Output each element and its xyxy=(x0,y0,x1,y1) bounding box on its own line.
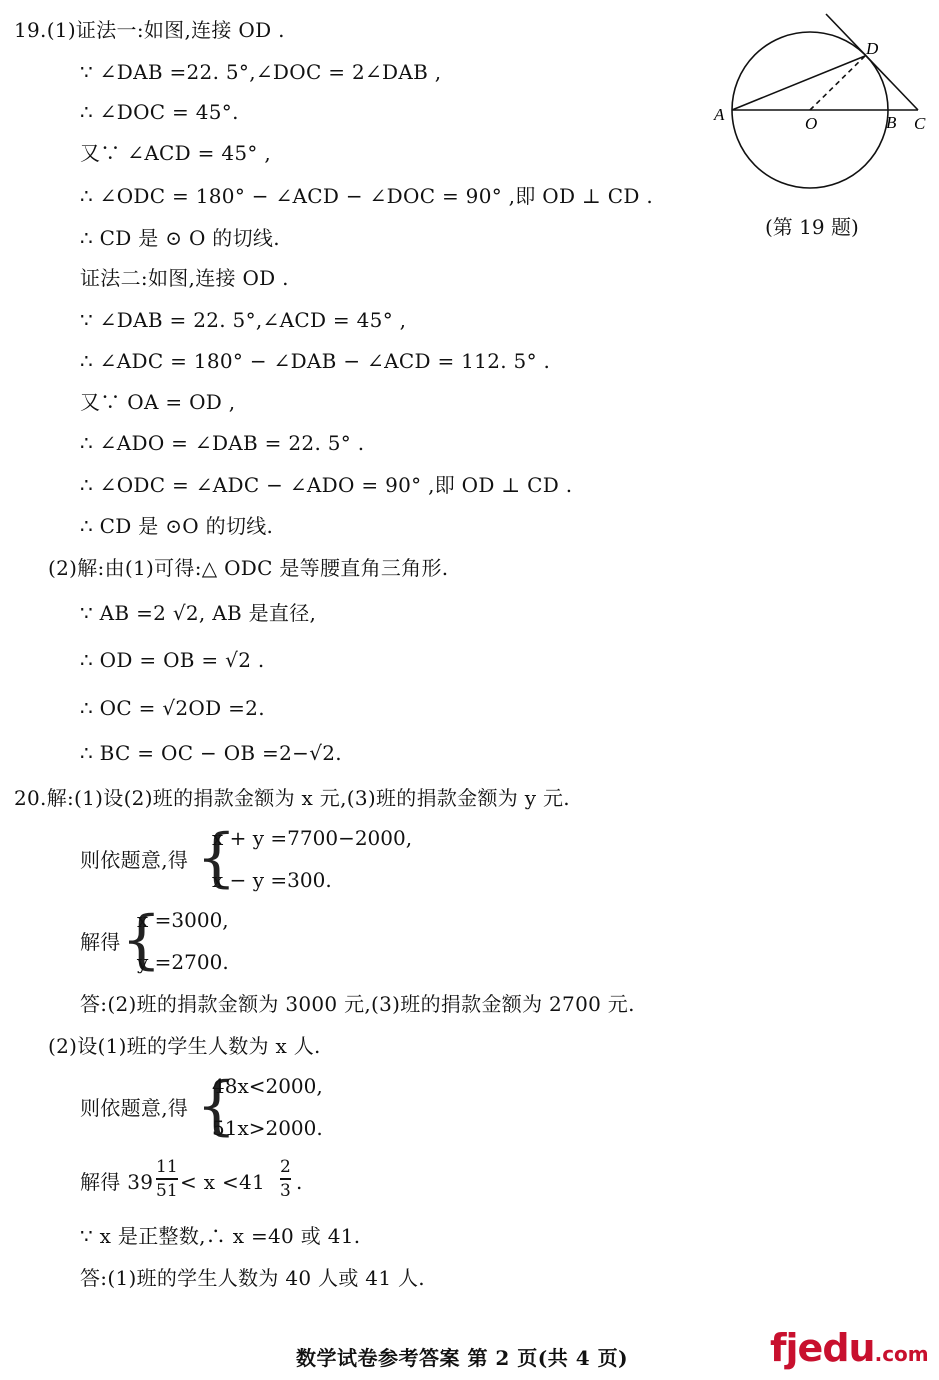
q20-range-end: . xyxy=(296,1170,303,1194)
fraction-numerator: 2 xyxy=(280,1157,291,1177)
q20-sys3-prefix: 则依题意,得 xyxy=(80,1096,189,1120)
tangent-cd xyxy=(826,14,918,110)
q20-line-1: 20.解:(1)设(2)班的捐款金额为 x 元,(3)班的捐款金额为 y 元. xyxy=(14,786,570,810)
brace-2: { xyxy=(121,903,162,977)
q19-line-1: 19.(1)证法一:如图,连接 OD . xyxy=(14,18,285,42)
q20-sys2-eq2: y =2700. xyxy=(137,950,229,974)
q19-line-8: ∵ ∠DAB = 22. 5°,∠ACD = 45° , xyxy=(80,308,407,332)
q20-sys1-prefix: 则依题意,得 xyxy=(80,848,189,872)
q19-line-6: ∴ CD 是 ⊙ O 的切线. xyxy=(80,226,280,250)
q19-line-5: ∴ ∠ODC = 180° − ∠ACD − ∠DOC = 90° ,即 OD ⊥ CD . xyxy=(80,184,653,208)
q19-line-18: ∴ BC = OC − OB =2−√2. xyxy=(80,741,342,765)
q20-sys3-eq1: 48x<2000, xyxy=(212,1074,323,1098)
q20-sys2-eq1: x =3000, xyxy=(137,908,229,932)
q19-line-16: ∴ OD = OB = √2 . xyxy=(80,648,265,672)
q19-line-7: 证法二:如图,连接 OD . xyxy=(80,266,289,290)
q20-sys1-eq1: x + y =7700−2000, xyxy=(212,826,413,850)
label-c: C xyxy=(914,114,926,133)
fraction-11-51 xyxy=(156,1158,178,1200)
diagram-caption: (第 19 题) xyxy=(765,215,859,239)
q20-line-3: ∵ x 是正整数,∴ x =40 或 41. xyxy=(80,1224,361,1248)
radius-od-dashed xyxy=(810,56,865,110)
q19-line-3: ∴ ∠DOC = 45°. xyxy=(80,100,239,124)
q20-answer-1: 答:(2)班的捐款金额为 3000 元,(3)班的捐款金额为 2700 元. xyxy=(80,992,635,1016)
q20-range-middle: < x <41 xyxy=(180,1170,266,1194)
fraction-2-3 xyxy=(280,1158,291,1200)
q20-sys1-eq2: x − y =300. xyxy=(212,868,332,892)
watermark-logo xyxy=(770,1326,929,1370)
label-o: O xyxy=(805,114,818,133)
fraction-denominator: 3 xyxy=(280,1180,291,1201)
fraction-denominator: 51 xyxy=(156,1180,178,1201)
q19-line-13: ∴ CD 是 ⊙O 的切线. xyxy=(80,514,274,538)
q20-answer-2: 答:(1)班的学生人数为 40 人或 41 人. xyxy=(80,1266,425,1290)
fraction-bar xyxy=(280,1178,291,1180)
q19-line-9: ∴ ∠ADC = 180° − ∠DAB − ∠ACD = 112. 5° . xyxy=(80,349,551,373)
q19-line-11: ∴ ∠ADO = ∠DAB = 22. 5° . xyxy=(80,431,365,455)
label-b: B xyxy=(886,113,897,132)
label-d: D xyxy=(866,39,879,58)
geometry-diagram xyxy=(712,12,932,212)
label-a: A xyxy=(714,105,725,124)
q19-line-17: ∴ OC = √2OD =2. xyxy=(80,696,265,720)
page-footer: 数学试卷参考答案 第 2 页(共 4 页) xyxy=(296,1346,629,1370)
q20-range-prefix: 解得 39 xyxy=(80,1170,154,1194)
watermark-suffix: .com xyxy=(874,1342,929,1366)
brace-1: { xyxy=(196,821,237,895)
q19-line-14: (2)解:由(1)可得:△ ODC 是等腰直角三角形. xyxy=(48,556,449,580)
q19-line-4: 又∵ ∠ACD = 45° , xyxy=(80,141,272,165)
q19-line-10: 又∵ OA = OD , xyxy=(80,390,236,414)
q19-line-12: ∴ ∠ODC = ∠ADC − ∠ADO = 90° ,即 OD ⊥ CD . xyxy=(80,473,573,497)
q20-sys2-prefix: 解得 xyxy=(80,930,121,954)
watermark-brand: fjedu xyxy=(770,1326,875,1370)
brace-3: { xyxy=(196,1069,237,1143)
q20-line-2: (2)设(1)班的学生人数为 x 人. xyxy=(48,1034,321,1058)
fraction-bar xyxy=(156,1178,178,1180)
q20-sys3-eq2: 51x>2000. xyxy=(212,1116,323,1140)
q19-line-15: ∵ AB =2 √2, AB 是直径, xyxy=(80,601,317,625)
chord-ad xyxy=(732,56,865,110)
fraction-numerator: 11 xyxy=(156,1157,178,1177)
q19-line-2: ∵ ∠DAB =22. 5°,∠DOC = 2∠DAB , xyxy=(80,60,442,84)
